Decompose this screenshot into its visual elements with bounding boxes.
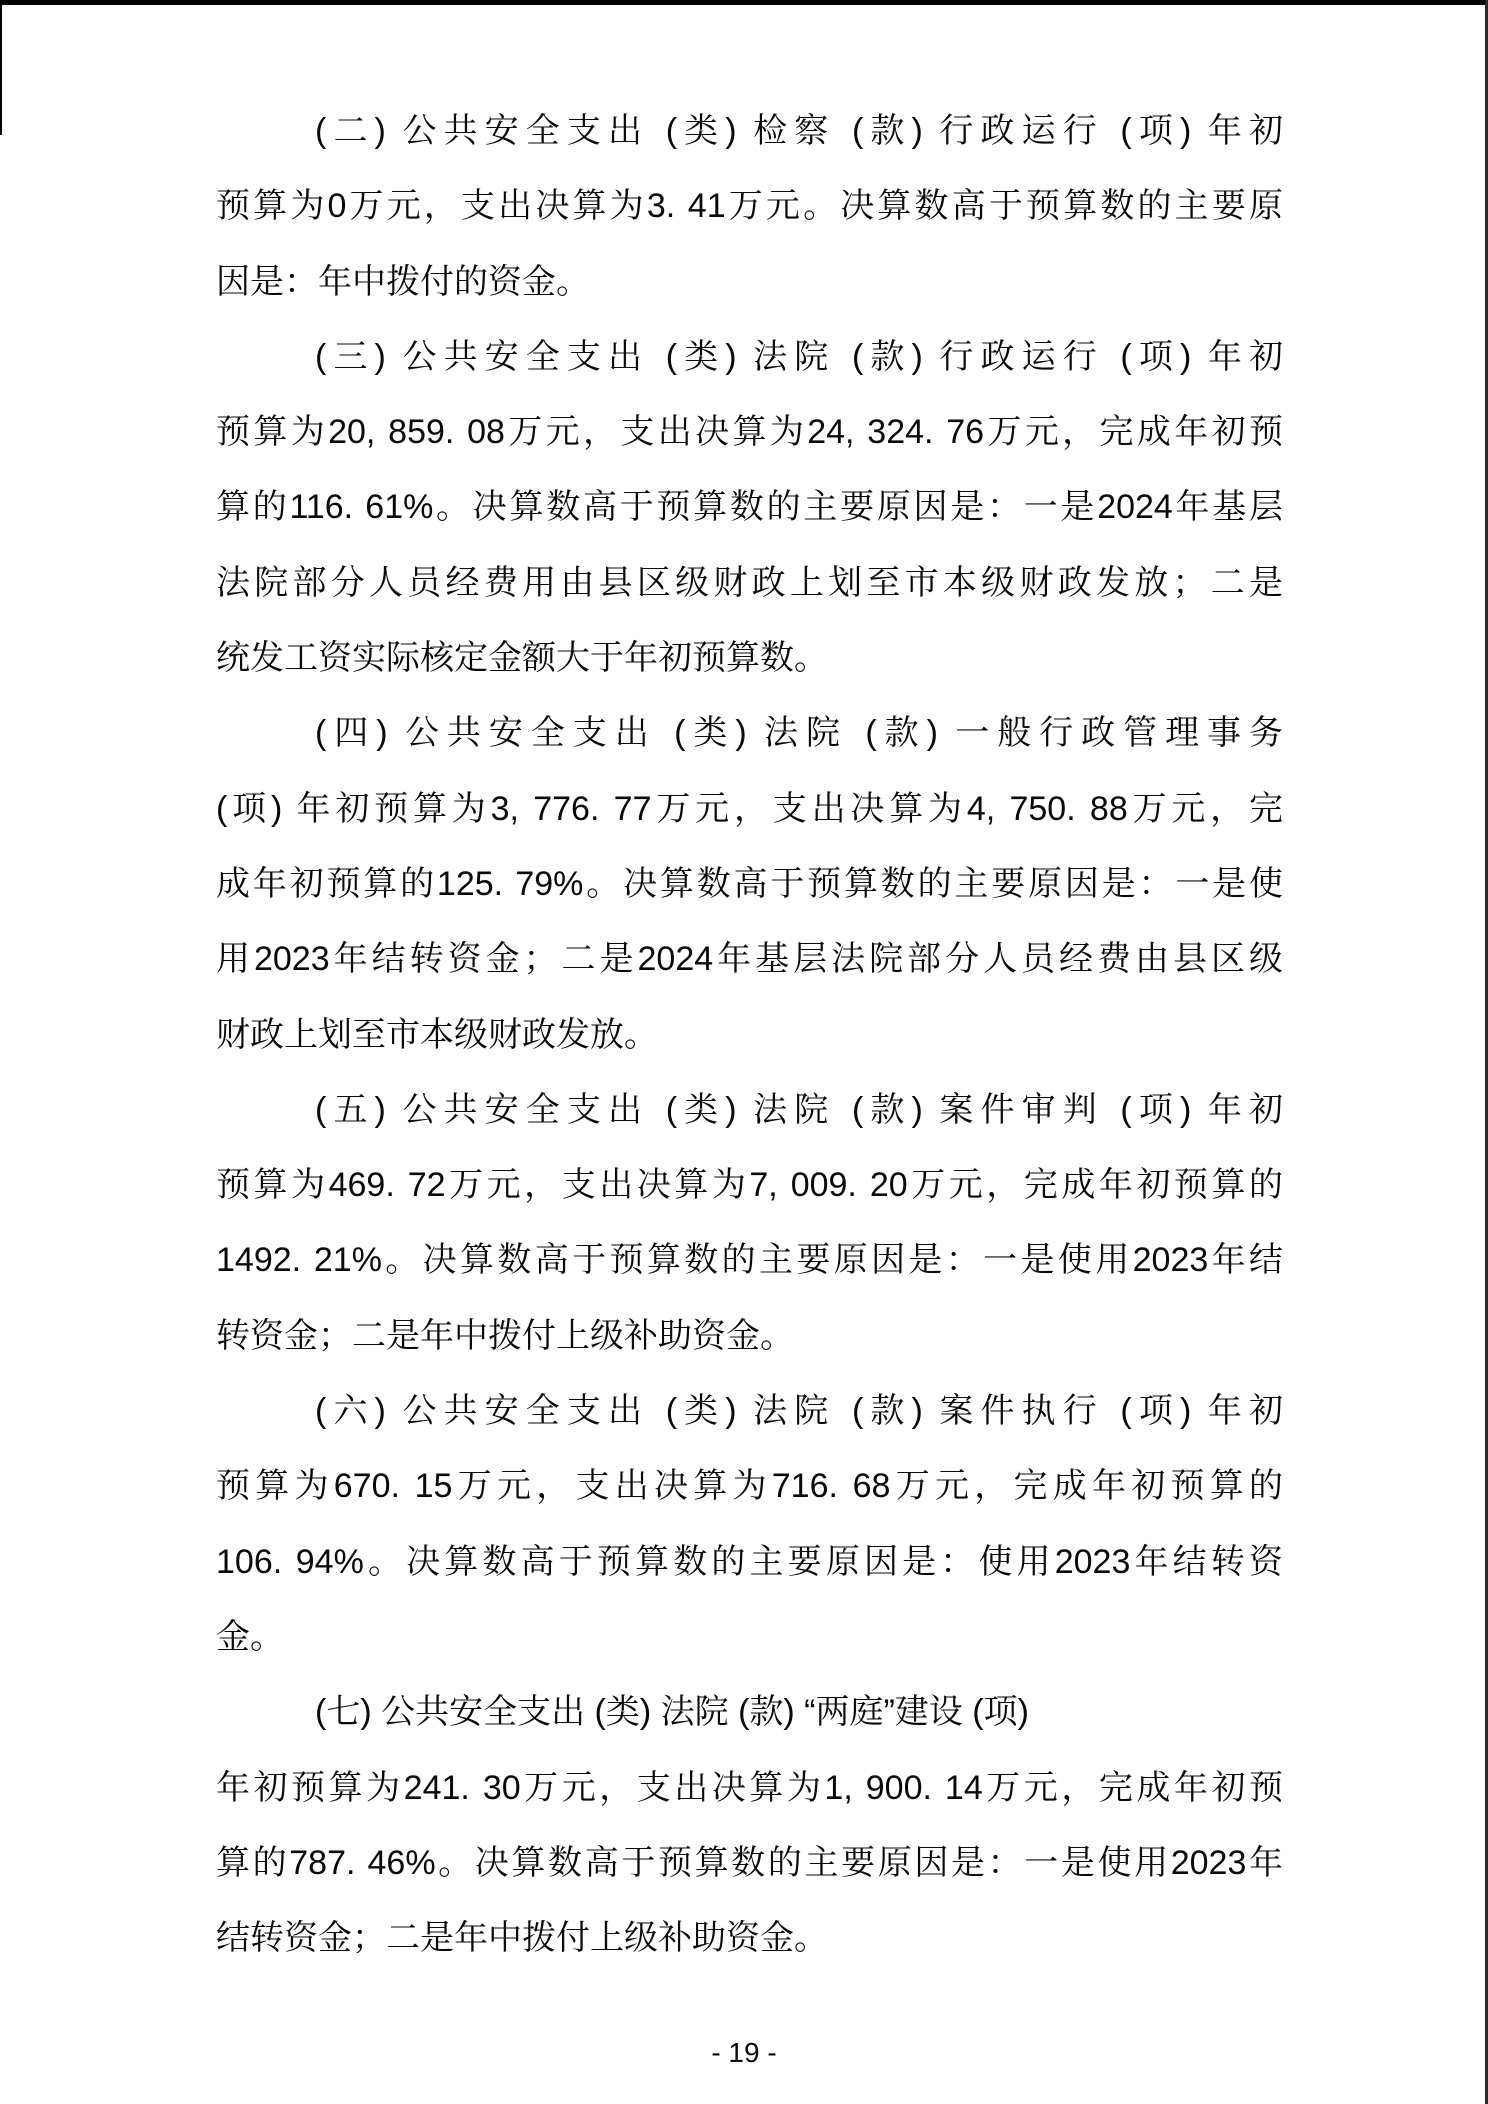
paragraph — [216, 1073, 1283, 1374]
text-line: (六) 公共安全支出 (类) 法院 (款) 案件执行 (项) 年初 — [315, 1392, 1283, 1431]
text-line: 转资金；二是年中拨付上级补助资金。 — [216, 1316, 794, 1355]
text-line: (四) 公共安全支出 (类) 法院 (款) 一般行政管理事务 — [315, 714, 1283, 753]
text-line: 预算为670. 15万元，支出决算为716. 68万元，完成年初预算的 — [216, 1467, 1283, 1506]
text-line: 1492. 21%。决算数高于预算数的主要原因是：一是使用2023年结 — [216, 1241, 1283, 1280]
scan-edge-left — [0, 0, 2, 135]
text-line: 106. 94%。决算数高于预算数的主要原因是：使用2023年结转资 — [216, 1542, 1283, 1581]
text-line: (五) 公共安全支出 (类) 法院 (款) 案件审判 (项) 年初 — [315, 1090, 1283, 1129]
page-number: - 19 - — [711, 2037, 777, 2068]
text-line: 因是：年中拨付的资金。 — [216, 262, 590, 301]
scan-edge-top — [0, 0, 1488, 5]
document-body — [216, 94, 1283, 1976]
text-line: 结转资金；二是年中拨付上级补助资金。 — [216, 1919, 828, 1958]
paragraph — [216, 1675, 1283, 1976]
text-line: 用2023年结转资金；二是2024年基层法院部分人员经费由县区级 — [216, 940, 1283, 979]
text-line: (三) 公共安全支出 (类) 法院 (款) 行政运行 (项) 年初 — [315, 337, 1283, 376]
text-line: 财政上划至市本级财政发放。 — [216, 1015, 658, 1054]
text-line: 预算为20, 859. 08万元，支出决算为24, 324. 76万元，完成年初预 — [216, 413, 1283, 452]
text-line: 年初预算为241. 30万元，支出决算为1, 900. 14万元，完成年初预 — [216, 1768, 1283, 1807]
paragraph — [216, 1374, 1283, 1675]
text-line: (七) 公共安全支出 (类) 法院 (款) “两庭”建设 (项) — [315, 1693, 1029, 1732]
text-line: 法院部分人员经费用由县区级财政上划至市本级财政发放；二是 — [216, 563, 1283, 602]
text-line: (项) 年初预算为3, 776. 77万元，支出决算为4, 750. 88万元，完 — [216, 789, 1283, 828]
text-line: 成年初预算的125. 79%。决算数高于预算数的主要原因是：一是使 — [216, 864, 1283, 903]
text-line: 预算为469. 72万元，支出决算为7, 009. 20万元，完成年初预算的 — [216, 1166, 1283, 1205]
text-line: 金。 — [216, 1617, 284, 1656]
text-line: 统发工资实际核定金额大于年初预算数。 — [216, 639, 828, 678]
text-line: 算的787. 46%。决算数高于预算数的主要原因是：一是使用2023年 — [216, 1843, 1283, 1882]
text-line: (二) 公共安全支出 (类) 检察 (款) 行政运行 (项) 年初 — [315, 112, 1283, 150]
paragraph — [216, 320, 1283, 696]
paragraph — [216, 696, 1283, 1072]
paragraph — [216, 94, 1283, 320]
text-line: 算的116. 61%。决算数高于预算数的主要原因是：一是2024年基层 — [216, 488, 1283, 527]
text-line: 预算为0万元，支出决算为3. 41万元。决算数高于预算数的主要原 — [216, 187, 1283, 226]
